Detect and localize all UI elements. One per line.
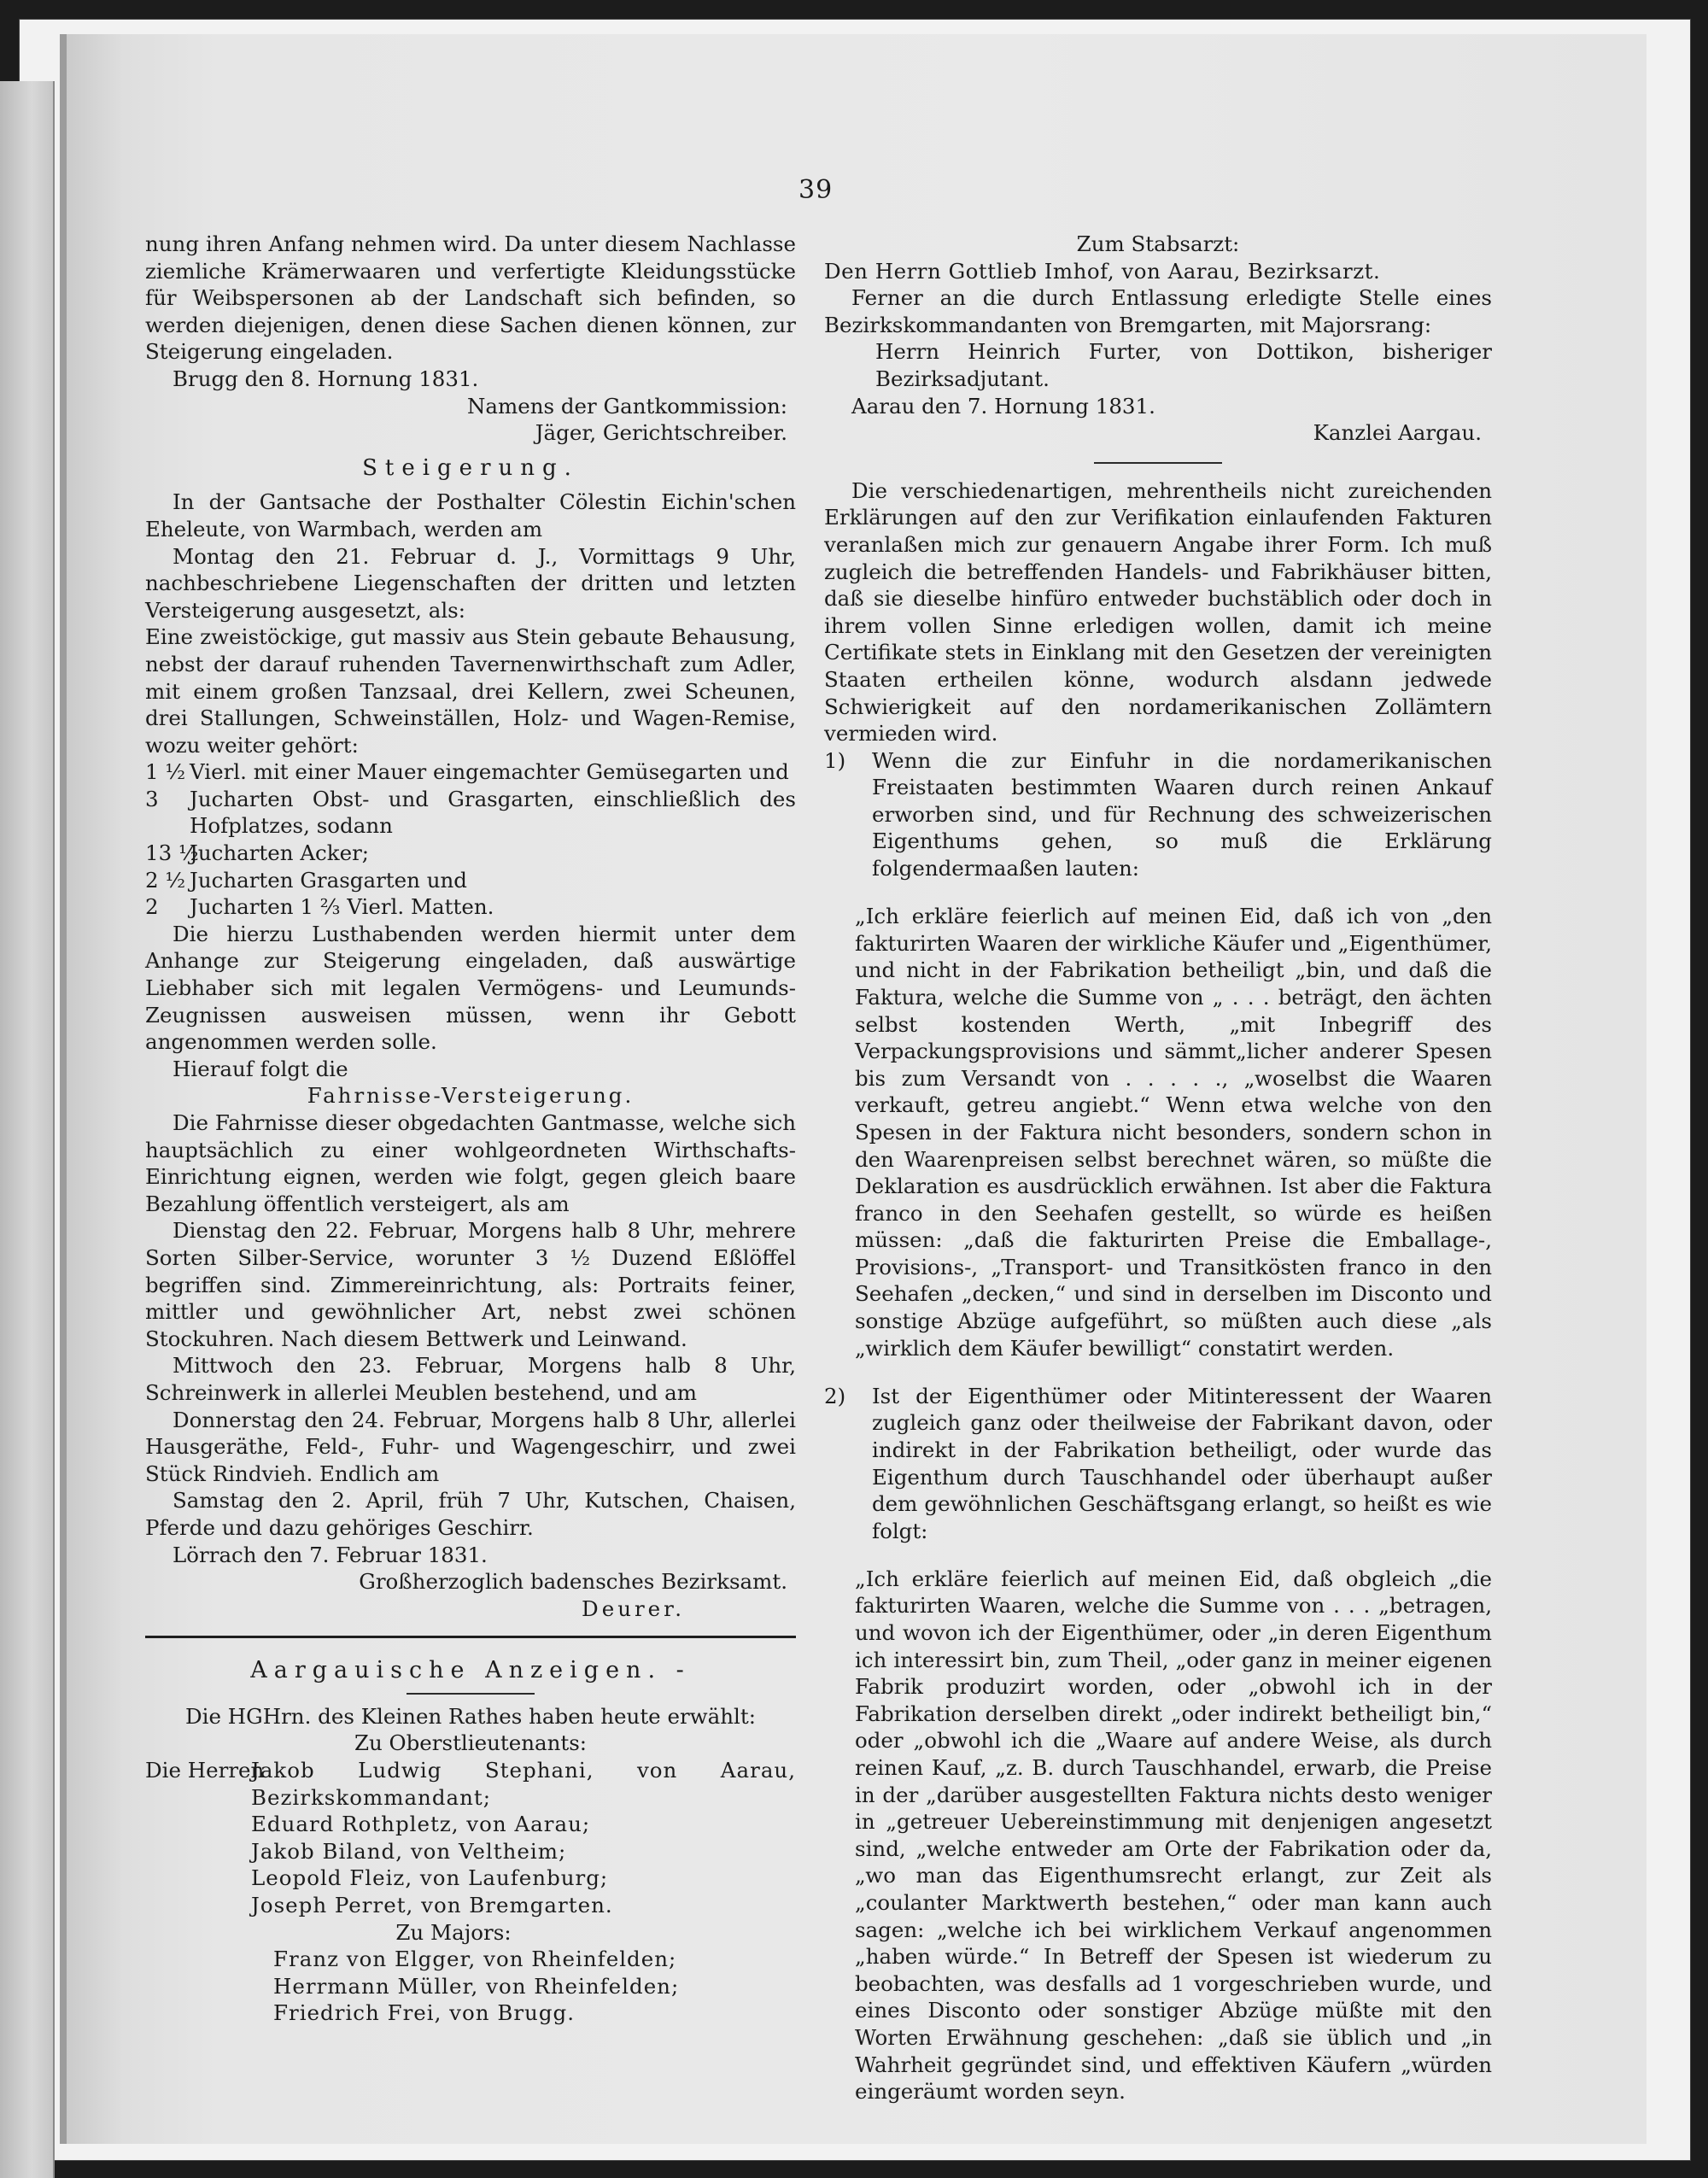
property-item [145,893,796,921]
property-item-text: Jucharten Obst- und Grasgarten, einschließlich des Hofplatzes, sodann [190,786,796,839]
property-item [145,867,796,894]
page-number: 39 [798,175,834,205]
officer-name: Leopold Fleiz, von Laufenburg; [251,1865,609,1891]
officer-name: Eduard Rothpletz, von Aarau; [251,1812,591,1837]
property-item-quantity: 13 ½ [145,840,199,866]
fahrnisse-paragraph-4: Donnerstag den 24. Februar, Morgens halb 8 Uhr, allerlei Hausgeräthe, Feld-, Fuhr- und Wagengeschirr, und zwei Stück Rindvieh. Endlich am [145,1407,796,1486]
declaration-quote-1: „Ich erkläre feierlich auf meinen Eid, daß ich von „den fakturirten Waaren der wirkliche Käufer und „Eigenthümer, und nicht in der Fabrikation betheiligt „bin, und daß die Faktura, welche die Summe von „ . . . beträgt, den ächten selbst kostenden Werth, „mit Inbegriff des Verpackungsprovisions und sämmt„licher anderer Spesen bis zum Versandt von . . . . ., „woselbst die Waaren verkauft, getreu angiebt.“ Wenn etwa welche von den Spesen in der Faktura nicht besonders, sondern schon in den Waarenpreisen selbst berechnet wären, so müßte die Deklaration es ausdrücklich erwähnen. Ist aber die Faktura franco in den Seehafen gestellt, so würde es heißen müssen: „daß die fakturirten Preise die Emballage-, Provisions-, „Transport- und Transitkösten franco in den Seehafen „decken,“ und sind in derselben im Disconto und sonstige Abzüge aufgeführt, so müßten auch diese „als „wirklich dem Käufer bewilligt“ constatirt werden. [855,904,1492,1361]
point-text: Ist der Eigenthümer oder Mitinteressent der Waaren zugleich ganz oder theilweise der Fabrikant davon, oder indirekt in der Fabrikation betheiligt, oder wurde das Eigenthum durch Tauschhandel oder überhaupt außer dem gewöhnlichen Geschäftsgang erlangt, so heißt es wie folgt: [872,1383,1492,1543]
numbered-point-2 [824,1383,1492,1545]
herren-label: Die Herren [145,1758,265,1783]
fahrnisse-paragraph-1: Die Fahrnisse dieser obgedachten Gantmasse, welche sich hauptsächlich zu einer wohlgeordneten Wirthschafts-Einrichtung eignen, werden wie folgt, gegen gleich baare Bezahlung öffentlich versteigert, als am [145,1110,796,1216]
majors-subheading: Zu Majors: [395,1919,512,1945]
fahrnisse-paragraph-3: Mittwoch den 23. Februar, Morgens halb 8 Uhr, Schreinwerk in allerlei Meublen bestehend, und am [145,1353,796,1405]
intro-signature-title: Namens der Gantkommission: [466,393,787,419]
point-number: 1) [824,747,846,773]
property-item [145,758,796,786]
property-item-quantity: 3 [145,786,159,811]
election-intro: Die HGHrn. des Kleinen Rathes haben heute erwählt: [185,1703,756,1729]
officer-name: Franz von Elgger, von Rheinfelden; [273,1947,677,1972]
officer-name: Jakob Ludwig Stephani, von Aarau, Bezirkskommandant; [251,1758,796,1810]
oberstlieutenant-first [145,1757,796,1811]
property-item [145,840,796,867]
heading-underline [407,1693,535,1695]
kanzlei-signature: Kanzlei Aargau. [1313,420,1482,446]
aargauische-anzeigen-heading: Aargauische Anzeigen. - [250,1657,691,1684]
officer-name: Joseph Perret, von Bremgarten. [251,1893,613,1918]
steigerung-heading: Steigerung. [362,454,579,481]
point-text: Wenn die zur Einfuhr in die nordamerikanischen Freistaaten bestimmten Waaren durch reinen Ankauf erworben sind, und für Rechnung des schweizerischen Eigenthums gehen, so muß die Erklärung folgendermaaßen lauten: [872,747,1492,881]
property-item-text: Jucharten Grasgarten und [190,867,467,893]
property-item-quantity: 2 [145,894,159,920]
fahrnisse-signature-name: Deurer. [582,1595,685,1621]
section-divider [145,1636,796,1638]
declaration-quote-2: „Ich erkläre feierlich auf meinen Eid, daß obgleich „die fakturirten Waaren, welche die Summe von . . . „betragen, und wovon ich der Eigenthümer, oder „in deren Eigenthum ich interessirt bin, zum Theil, „oder ganz in meiner eigenen Fabrik produzirt worden, oder „obwohl ich in der Fabrikation derselben direkt „oder indirekt betheiligt bin,“ oder „obwohl ich die „Waare auf andere Weise, als durch reinen Kauf, „z. B. durch Tauschhandel, erwarb, die Preise in der „darüber ausgestellten Faktura nichts desto weniger in „getreuer Uebereinstimmung mit denjenigen angesetzt sind, „welche entweder am Orte der Fabrikation oder da, „wo man das Eigenthumsrecht erlangt, zur Zeit als „coulanter Marktwerth bestehen,“ oder man kann auch sagen: „welche ich bei wirklichem Verkauf angenommen „haben würde.“ In Betreff der Spesen ist wiederum zu beobachten, was desfalls ad 1 vorgeschrieben wurde, und eines Disconto oder sonstiger Abzüge müßte mit den Worten Erwähnung geschehen: „daß sie üblich und „in Wahrheit gegründet sind, und effektiven Käufern „würden eingeräumt worden seyn. [855,1566,1492,2105]
intro-place-date: Brugg den 8. Hornung 1831. [173,366,479,391]
officer-name: Friedrich Frei, von Brugg. [273,2000,575,2026]
page-fold-shadow [60,34,67,2144]
officer-name: Herrmann Müller, von Rheinfelden; [273,1973,680,1999]
bremgarten-paragraph: Ferner an die durch Entlassung erledigte Stelle eines Bezirkskommandanten von Bremgarten, mit Majorsrang: [824,285,1492,337]
fahrnisse-paragraph-5: Samstag den 2. April, früh 7 Uhr, Kutschen, Chaisen, Pferde und dazu gehöriges Geschirr. [145,1488,796,1540]
property-item [145,786,796,840]
fahrnisse-subheading: Fahrnisse-Versteigerung. [307,1083,635,1109]
property-item-quantity: 2 ½ [145,867,186,893]
oberstlieutenants-subheading: Zu Oberstlieutenants: [354,1730,588,1756]
stabsarzt-subheading: Zum Stabsarzt: [1076,231,1240,256]
fahrnisse-signature-office: Großherzoglich badensches Bezirksamt. [359,1569,787,1595]
point-number: 2) [824,1383,846,1408]
steigerung-paragraph-2: Montag den 21. Februar d. J., Vormittags 9 Uhr, nachbeschriebene Liegenschaften der dritten und letzten Versteigerung ausgesetzt, als: [145,543,796,623]
right-column [824,231,1492,2126]
fahrnisse-place-date: Lörrach den 7. Februar 1831. [173,1542,488,1567]
property-item-quantity: 1 ½ [145,759,186,785]
stabsarzt-appointee: Den Herrn Gottlieb Imhof, von Aarau, Bezirksarzt. [824,258,1381,284]
steigerung-paragraph-1: In der Gantsache der Posthalter Cölestin Eichin'schen Eheleute, von Warmbach, werden am [145,489,796,542]
left-column [145,231,796,2027]
fakturen-intro: Die verschiedenartigen, mehrentheils nicht zureichenden Erklärungen auf den zur Verifikation einlaufenden Fakturen veranlaßen mich zur genauern Angabe ihrer Form. Ich muß zugleich die betreffenden Handels- und Fabrikhäuser bitten, daß sie dieselbe hinfüro entweder buchstäblich oder doch in ihrem vollen Sinne erledigen wollen, damit ich meine Certifikate stets in Einklang mit den Gesetzen der vereinigten Staaten ertheilen könne, wodurch alsdann jedwede Schwierigkeit auf den nordamerikanischen Zollämtern vermieden wird. [824,477,1492,746]
previous-page-edge [0,81,55,2178]
notice-divider [1094,462,1222,464]
bremgarten-appointee: Herrn Heinrich Furter, von Dottikon, bisheriger Bezirksadjutant. [875,339,1492,391]
intro-signature-name: Jäger, Gerichtschreiber. [535,420,787,446]
property-item-text: Jucharten Acker; [190,840,370,866]
numbered-point-1 [824,747,1492,882]
oberstlieutenant-list [145,1811,796,1918]
property-item-text: Vierl. mit einer Mauer eingemachter Gemüsegarten und [190,759,789,785]
officer-name: Jakob Biland, von Veltheim; [251,1838,567,1864]
steigerung-paragraph-5: Hierauf folgt die [173,1056,348,1081]
intro-paragraph: nung ihren Anfang nehmen wird. Da unter diesem Nachlasse ziemliche Krämerwaaren und verfertigte Kleidungsstücke für Weibspersonen ab der Landschaft sich befinden, so werden diejenigen, denen diese Sachen dienen können, zur Steigerung eingeladen. [145,231,796,365]
steigerung-paragraph-4: Die hierzu Lusthabenden werden hiermit unter dem Anhange zur Steigerung eingeladen, daß auswärtige Liebhaber sich mit legalen Vermögens- und Leumunds-Zeugnissen ausweisen müssen, wenn ihr Gebott angenommen werden solle. [145,921,796,1055]
steigerung-paragraph-3: Eine zweistöckige, gut massiv aus Stein gebaute Behausung, nebst der darauf ruhenden Tavernenwirthschaft zum Adler, mit einem großen Tanzsaal, drei Kellern, zwei Scheunen, drei Stallungen, Schweinställen, Holz- und Wagen-Remise, wozu weiter gehört: [145,624,796,758]
property-item-text: Jucharten 1 ⅔ Vierl. Matten. [190,894,494,920]
majors-list [145,1946,796,2027]
fahrnisse-paragraph-2: Dienstag den 22. Februar, Morgens halb 8 Uhr, mehrere Sorten Silber-Service, worunter 3 ½ Duzend Eßlöffel begriffen sind. Zimmereinrichtung, als: Portraits feiner, mittler und gewöhnlicher Art, nebst zwei schönen Stockuhren. Nach diesem Bettwerk und Leinwand. [145,1218,796,1351]
aarau-place-date: Aarau den 7. Hornung 1831. [851,393,1155,419]
